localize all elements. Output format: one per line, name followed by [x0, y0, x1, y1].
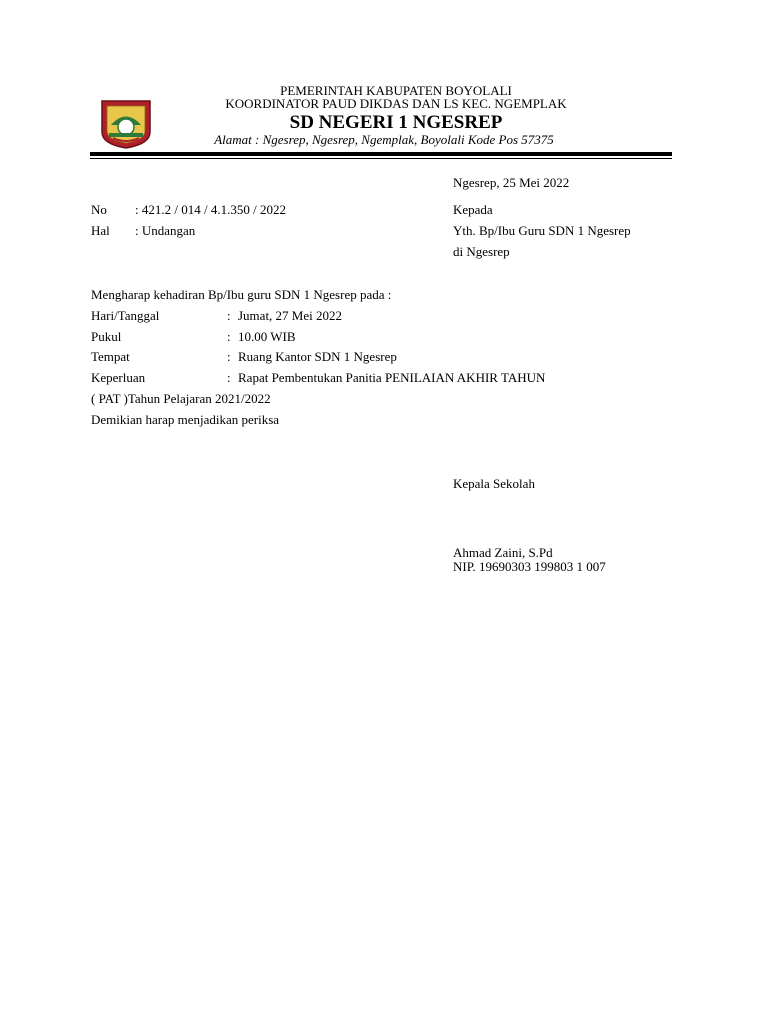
detail-label-place: Tempat — [91, 349, 130, 364]
signature-title: Kepala Sekolah — [453, 476, 535, 491]
letter-date: Ngesrep, 25 Mei 2022 — [453, 175, 570, 190]
header-government: PEMERINTAH KABUPATEN BOYOLALI — [280, 83, 512, 98]
detail-label-purpose: Keperluan — [91, 370, 146, 385]
header-coordinator: KOORDINATOR PAUD DIKDAS DAN LS KEC. NGEMPLAK — [225, 96, 567, 111]
closing-sentence: Demikian harap menjadikan periksa — [91, 412, 280, 427]
signature-name: Ahmad Zaini, S.Pd — [453, 545, 553, 560]
detail-value-place: Ruang Kantor SDN 1 Ngesrep — [238, 349, 397, 364]
signature-nip: NIP. 19690303 199803 1 007 — [453, 559, 606, 574]
header-divider-thin — [90, 158, 672, 159]
detail-sep-day-date: : — [227, 308, 231, 323]
subject-value: : Undangan — [135, 223, 196, 238]
detail-value-time: 10.00 WIB — [238, 329, 296, 344]
detail-sep-place: : — [227, 349, 231, 364]
detail-value-purpose: Rapat Pembentukan Panitia PENILAIAN AKHIR TAHUN — [238, 370, 546, 385]
purpose-continuation: ( PAT )Tahun Pelajaran 2021/2022 — [91, 391, 271, 406]
header-divider-thick — [90, 152, 672, 156]
recipient-place: di Ngesrep — [453, 244, 510, 259]
detail-sep-time: : — [227, 329, 231, 344]
number-value: : 421.2 / 014 / 4.1.350 / 2022 — [135, 202, 286, 217]
detail-value-day-date: Jumat, 27 Mei 2022 — [238, 308, 342, 323]
number-label: No — [91, 202, 107, 217]
detail-label-day-date: Hari/Tanggal — [91, 308, 160, 323]
recipient-name: Yth. Bp/Ibu Guru SDN 1 Ngesrep — [453, 223, 631, 238]
header-address: Alamat : Ngesrep, Ngesrep, Ngemplak, Boyolali Kode Pos 57375 — [214, 132, 554, 147]
subject-label: Hal — [91, 223, 110, 238]
detail-label-time: Pukul — [91, 329, 122, 344]
boyolali-emblem-logo — [99, 98, 153, 150]
invitation-intro: Mengharap kehadiran Bp/Ibu guru SDN 1 Ngesrep pada : — [91, 287, 392, 302]
recipient-kepada: Kepada — [453, 202, 493, 217]
detail-sep-purpose: : — [227, 370, 231, 385]
header-school-name: SD NEGERI 1 NGESREP — [289, 112, 503, 133]
